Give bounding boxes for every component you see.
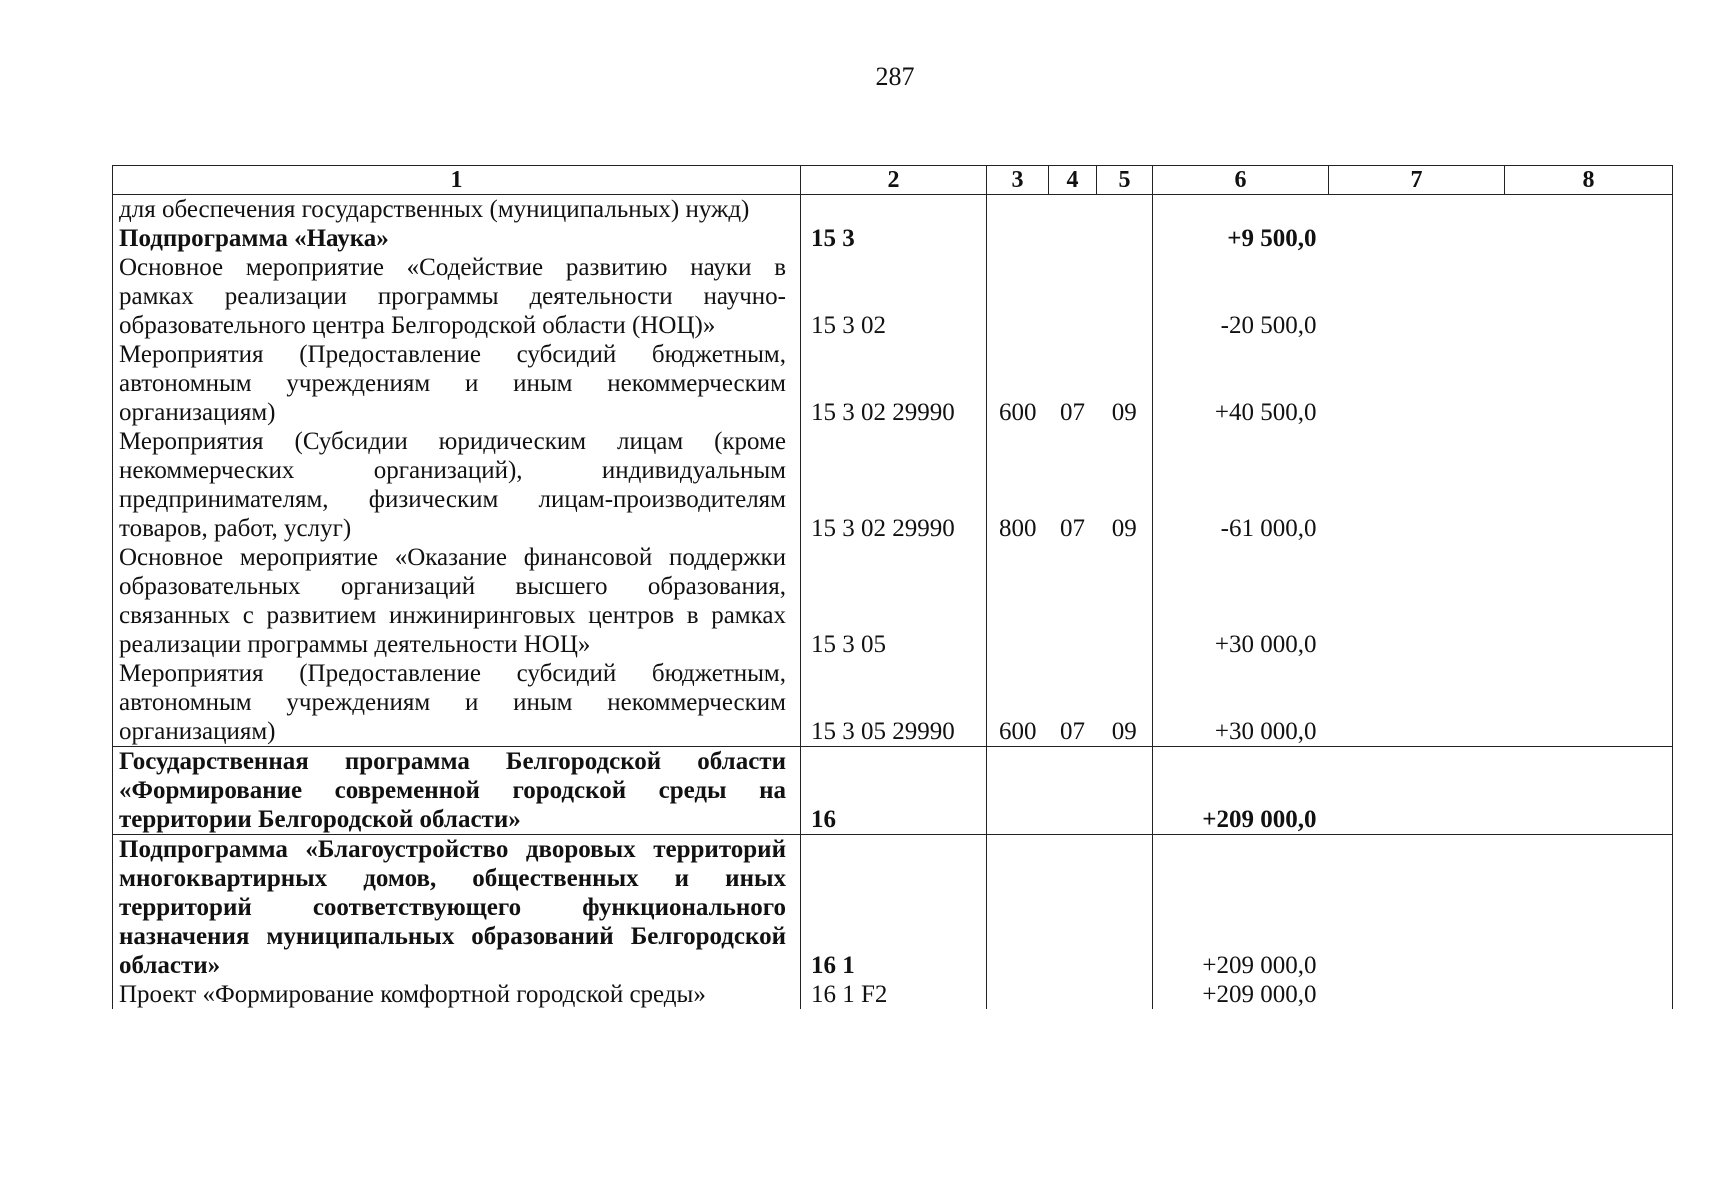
row-col7 <box>1329 340 1505 427</box>
table-row <box>113 253 1673 340</box>
row-subsection: 09 <box>1097 659 1153 747</box>
page-number: 287 <box>875 62 915 91</box>
description-line: Подпрограмма «Благоустройство дворовых территорий <box>119 836 786 863</box>
row-amount: +30 000,0 <box>1153 659 1329 747</box>
row-expense-type <box>987 835 1049 981</box>
col-header: 6 <box>1153 166 1329 195</box>
row-code <box>801 195 987 225</box>
row-col7 <box>1329 427 1505 543</box>
row-col8 <box>1505 195 1673 225</box>
description-line: Мероприятия (Предоставление субсидий бюджетным, <box>119 341 786 368</box>
row-section <box>1049 980 1097 1009</box>
row-description <box>113 195 801 225</box>
row-code: 15 3 02 <box>801 253 987 340</box>
description-line: Основное мероприятие «Оказание финансовой поддержки <box>119 544 786 571</box>
table-row <box>113 543 1673 659</box>
description-line: для обеспечения государственных (муниципальных) нужд) <box>119 196 750 223</box>
row-code: 16 1 <box>801 835 987 981</box>
col-header: 8 <box>1505 166 1673 195</box>
description-line: рамках реализации программы деятельности научно- <box>119 283 786 310</box>
row-col8 <box>1505 224 1673 253</box>
budget-table <box>112 165 1673 1009</box>
description-line: автономным учреждениям и иным некоммерческим <box>119 689 786 716</box>
row-code: 15 3 <box>801 224 987 253</box>
row-amount: -20 500,0 <box>1153 253 1329 340</box>
row-code: 15 3 02 29990 <box>801 427 987 543</box>
description-line: территорий соответствующего функционального <box>119 894 786 921</box>
col-header: 3 <box>987 166 1049 195</box>
description-line: товаров, работ, услуг) <box>119 515 352 542</box>
row-subsection <box>1097 253 1153 340</box>
row-description <box>113 747 801 835</box>
row-col8 <box>1505 253 1673 340</box>
description-line: назначения муниципальных образований Белгородской <box>119 923 786 950</box>
description-line: Мероприятия (Субсидии юридическим лицам (кроме <box>119 428 786 455</box>
row-col8 <box>1505 427 1673 543</box>
row-amount: +30 000,0 <box>1153 543 1329 659</box>
description-line: некоммерческих организаций), индивидуальным <box>119 457 786 484</box>
row-section: 07 <box>1060 515 1085 542</box>
header-row <box>113 166 1673 195</box>
row-subsection: 09 <box>1097 340 1153 427</box>
row-section: 07 <box>1060 718 1085 745</box>
row-expense-type <box>987 224 1049 253</box>
description-line: многоквартирных домов, общественных и иных <box>119 865 786 892</box>
row-subsection <box>1097 835 1153 981</box>
row-expense-type: 800 <box>987 427 1049 543</box>
table-row <box>113 747 1673 835</box>
row-subsection <box>1097 195 1153 225</box>
row-col8 <box>1505 835 1673 981</box>
row-description <box>113 224 801 253</box>
row-code: 16 <box>801 747 987 835</box>
row-amount: +209 000,0 <box>1153 747 1329 835</box>
row-col7 <box>1329 543 1505 659</box>
row-col8 <box>1505 543 1673 659</box>
row-description <box>113 427 801 543</box>
row-description <box>113 340 801 427</box>
table-row <box>113 835 1673 981</box>
row-code: 16 1 F2 <box>801 980 987 1009</box>
row-expense-type <box>987 253 1049 340</box>
row-subsection <box>1097 980 1153 1009</box>
description-line: организациям) <box>119 399 276 426</box>
table-row <box>113 659 1673 747</box>
row-section: 07 <box>1060 399 1085 426</box>
row-expense-type <box>987 195 1049 225</box>
row-section <box>1049 543 1097 659</box>
description-line: предпринимателям, физическим лицам-производителям <box>119 486 786 513</box>
row-col7 <box>1329 195 1505 225</box>
row-expense-type <box>987 747 1049 835</box>
row-col8 <box>1505 980 1673 1009</box>
row-amount: +209 000,0 <box>1153 835 1329 981</box>
row-expense-type: 600 <box>987 340 1049 427</box>
row-description <box>113 835 801 981</box>
row-amount: +209 000,0 <box>1153 980 1329 1009</box>
description-line: Государственная программа Белгородской области <box>119 748 786 775</box>
description-line: автономным учреждениям и иным некоммерческим <box>119 370 786 397</box>
row-amount: +9 500,0 <box>1153 224 1329 253</box>
row-col7 <box>1329 747 1505 835</box>
row-description <box>113 543 801 659</box>
table-row <box>113 980 1673 1009</box>
row-section <box>1049 224 1097 253</box>
row-subsection <box>1097 747 1153 835</box>
row-col8 <box>1505 659 1673 747</box>
row-amount: -61 000,0 <box>1153 427 1329 543</box>
row-col7 <box>1329 224 1505 253</box>
row-col7 <box>1329 659 1505 747</box>
table-row <box>113 195 1673 225</box>
row-col8 <box>1505 747 1673 835</box>
description-line: Проект «Формирование комфортной городской среды» <box>119 981 706 1008</box>
description-line: реализации программы деятельности НОЦ» <box>119 631 591 658</box>
row-description <box>113 659 801 747</box>
description-line: области» <box>119 952 221 979</box>
row-code: 15 3 05 29990 <box>801 659 987 747</box>
table-body <box>113 195 1673 1010</box>
row-description <box>113 253 801 340</box>
table-row <box>113 224 1673 253</box>
col-header: 7 <box>1329 166 1505 195</box>
description-line: организациям) <box>119 718 276 745</box>
description-line: образовательных организаций высшего образования, <box>119 573 786 600</box>
col-header: 4 <box>1049 166 1097 195</box>
table-row <box>113 340 1673 427</box>
col-header: 1 <box>113 166 801 195</box>
row-code: 15 3 02 29990 <box>801 340 987 427</box>
description-line: связанных с развитием инжиниринговых центров в рамках <box>119 602 786 629</box>
row-section <box>1049 253 1097 340</box>
row-section <box>1049 195 1097 225</box>
row-col7 <box>1329 253 1505 340</box>
row-amount <box>1153 195 1329 225</box>
row-subsection <box>1097 543 1153 659</box>
row-subsection: 09 <box>1097 427 1153 543</box>
row-section <box>1049 835 1097 981</box>
table-row <box>113 427 1673 543</box>
row-col8 <box>1505 340 1673 427</box>
row-expense-type: 600 <box>987 659 1049 747</box>
description-line: Основное мероприятие «Содействие развитию науки в <box>119 254 786 281</box>
row-code: 15 3 05 <box>801 543 987 659</box>
col-header: 5 <box>1097 166 1153 195</box>
description-line: территории Белгородской области» <box>119 806 521 833</box>
description-line: Подпрограмма «Наука» <box>119 225 389 252</box>
row-section <box>1049 747 1097 835</box>
description-line: образовательного центра Белгородской области (НОЦ)» <box>119 312 716 339</box>
row-subsection <box>1097 224 1153 253</box>
description-line: «Формирование современной городской среды на <box>119 777 786 804</box>
description-line: Мероприятия (Предоставление субсидий бюджетным, <box>119 660 786 687</box>
col-header: 2 <box>801 166 987 195</box>
row-expense-type <box>987 543 1049 659</box>
row-col7 <box>1329 980 1505 1009</box>
row-col7 <box>1329 835 1505 981</box>
row-expense-type <box>987 980 1049 1009</box>
row-amount: +40 500,0 <box>1153 340 1329 427</box>
row-description <box>113 980 801 1009</box>
